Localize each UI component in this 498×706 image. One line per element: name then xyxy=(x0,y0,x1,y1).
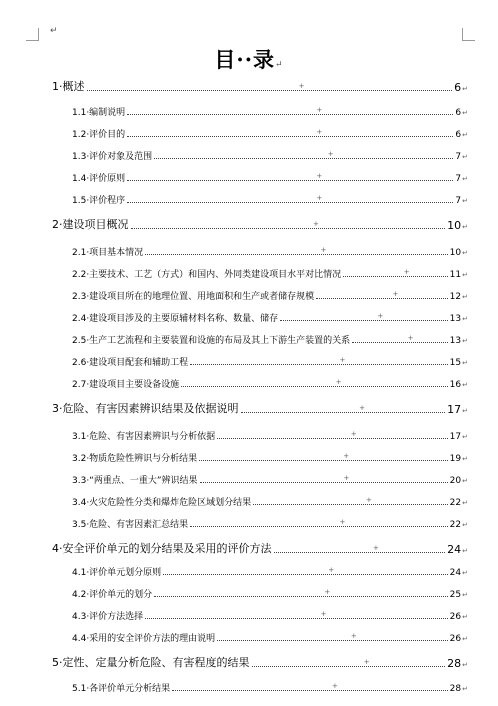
toc-page-number: 28 ↵ xyxy=(450,684,468,694)
toc-page-number: 6 ↵ xyxy=(455,130,468,140)
anchor-mark-icon: + xyxy=(331,682,338,690)
toc-entry-label: 3.4·火灾危险性分类和爆炸危险区域划分结果 xyxy=(72,498,252,508)
toc-section-entry[interactable] xyxy=(72,494,468,508)
toc-section-entry[interactable] xyxy=(72,244,468,258)
toc-entry-label: 4.2·评价单元的划分 xyxy=(72,590,153,600)
anchor-mark-icon: + xyxy=(365,496,372,504)
toc-page-number: 13 ↵ xyxy=(450,336,468,346)
toc-entry-label: 1.5·评价程序 xyxy=(72,196,126,206)
toc-entry-label: 3.1·危险、有害因素辨识与分析依据 xyxy=(72,432,216,442)
toc-leader-dots xyxy=(172,682,447,691)
toc-leader-dots xyxy=(252,658,446,667)
toc-leader-dots xyxy=(352,334,447,343)
toc-leader-dots xyxy=(163,566,447,575)
toc-section-entry[interactable] xyxy=(72,192,468,206)
toc-entry-label: 3.3·“两重点、一重大”辨识结果 xyxy=(72,476,198,486)
anchor-mark-icon: + xyxy=(320,610,327,618)
toc-entry-label: 3.5·危险、有害因素汇总结果 xyxy=(72,520,189,530)
toc-page-number: 10 ↵ xyxy=(450,248,468,258)
toc-leader-dots xyxy=(154,588,447,597)
toc-section-entry[interactable] xyxy=(72,332,468,346)
toc-entry-label: 1.3·评价对象及范围 xyxy=(72,152,153,162)
toc-section-entry[interactable] xyxy=(72,170,468,184)
toc-section-entry[interactable] xyxy=(72,516,468,530)
anchor-mark-icon: + xyxy=(328,566,335,574)
anchor-mark-icon: + xyxy=(339,356,346,364)
paragraph-mark-icon: ↵ xyxy=(50,26,58,36)
anchor-mark-icon: + xyxy=(343,452,350,460)
toc-section-entry[interactable] xyxy=(72,564,468,578)
toc-entry-label: 2·建设项目概况 xyxy=(52,218,129,231)
toc-page-number: 22 ↵ xyxy=(450,520,468,530)
toc-chapter-entry[interactable] xyxy=(52,218,468,232)
toc-entry-label: 1.4·评价原则 xyxy=(72,174,126,184)
toc-entry-label: 3·危险、有害因素辨识结果及依据说明 xyxy=(52,402,239,415)
toc-section-entry[interactable] xyxy=(72,376,468,390)
toc-entry-label: 4.4·采用的安全评价方法的理由说明 xyxy=(72,634,216,644)
toc-leader-dots xyxy=(181,378,447,387)
toc-leader-dots xyxy=(145,610,447,619)
toc-page-number: 28 ↵ xyxy=(447,657,468,670)
toc-page-number: 26 ↵ xyxy=(450,612,468,622)
toc-leader-dots xyxy=(316,290,447,299)
anchor-mark-icon: + xyxy=(298,82,305,90)
toc-entry-label: 2.7·建设项目主要设备设施 xyxy=(72,380,180,390)
toc-leader-dots xyxy=(190,356,447,365)
toc-leader-dots xyxy=(127,194,453,203)
toc-entry-label: 4.3·评价方法选择 xyxy=(72,612,144,622)
toc-section-entry[interactable] xyxy=(72,354,468,368)
toc-page-number: 25 ↵ xyxy=(450,590,468,600)
toc-page-number: 16 ↵ xyxy=(450,380,468,390)
toc-entry-label: 4·安全评价单元的划分结果及采用的评价方法 xyxy=(52,542,272,555)
toc-entry-label: 2.3·建设项目所在的地理位置、用地面积和生产或者储存规模 xyxy=(72,292,315,302)
anchor-mark-icon: + xyxy=(350,430,357,438)
toc-entry-label: 2.2·主要技术、工艺（方式）和国内、外同类建设项目水平对比情况 xyxy=(72,270,342,280)
toc-leader-dots xyxy=(127,128,453,137)
anchor-mark-icon: + xyxy=(343,474,350,482)
toc-page-number: 24 ↵ xyxy=(447,543,468,556)
toc-leader-dots xyxy=(253,496,447,505)
anchor-mark-icon: + xyxy=(316,128,323,136)
toc-section-entry[interactable] xyxy=(72,586,468,600)
toc-entry-label: 2.5·生产工艺流程和主要装置和设施的布局及其上下游生产装置的关系 xyxy=(72,336,351,346)
toc-page-number: 26 ↵ xyxy=(450,634,468,644)
anchor-mark-icon: + xyxy=(339,518,346,526)
anchor-mark-icon: + xyxy=(373,544,379,552)
toc-page-number: 20 ↵ xyxy=(450,476,468,486)
toc-page-number: 15 ↵ xyxy=(450,358,468,368)
toc-section-entry[interactable] xyxy=(72,428,468,442)
toc-leader-dots xyxy=(217,632,447,641)
toc-page-number: 13 ↵ xyxy=(450,314,468,324)
toc-entry-label: 2.1·项目基本情况 xyxy=(72,248,144,258)
toc-section-entry[interactable] xyxy=(72,680,468,694)
toc-entry-label: 2.6·建设项目配套和辅助工程 xyxy=(72,358,189,368)
toc-leader-dots xyxy=(87,82,453,91)
toc-page-number: 7 ↵ xyxy=(455,196,468,206)
toc-leader-dots xyxy=(343,268,447,277)
toc-section-entry[interactable] xyxy=(72,472,468,486)
anchor-mark-icon: + xyxy=(316,194,323,202)
toc-section-entry[interactable] xyxy=(72,288,468,302)
toc-page-number: 17 ↵ xyxy=(450,432,468,442)
toc-section-entry[interactable] xyxy=(72,608,468,622)
toc-entry-label: 1·概述 xyxy=(52,80,85,93)
anchor-mark-icon: + xyxy=(320,246,327,254)
toc-page-number: 22 ↵ xyxy=(450,498,468,508)
toc-entry-label: 2.4·建设项目涉及的主要原辅材料名称、数量、储存 xyxy=(72,314,279,324)
toc-chapter-entry[interactable] xyxy=(52,542,468,556)
anchor-mark-icon: + xyxy=(403,268,410,276)
anchor-mark-icon: + xyxy=(407,334,414,342)
toc-page-number: 11 ↵ xyxy=(450,270,468,280)
toc-page-number: 19 ↵ xyxy=(450,454,468,464)
toc-leader-dots xyxy=(145,246,447,255)
toc-leader-dots xyxy=(280,312,447,321)
toc-entry-label: 5·定性、定量分析危险、有害程度的结果 xyxy=(52,656,250,669)
toc-leader-dots xyxy=(131,220,446,229)
anchor-mark-icon: + xyxy=(363,658,370,666)
toc-page-number: 24 ↵ xyxy=(450,568,468,578)
toc-leader-dots xyxy=(154,150,453,159)
toc-entry-label: 4.1·评价单元划分原则 xyxy=(72,568,162,578)
toc-page-number: 7 ↵ xyxy=(455,152,468,162)
paragraph-mark-icon: ↵ xyxy=(275,60,284,70)
toc-page-number: 12 ↵ xyxy=(450,292,468,302)
toc-leader-dots xyxy=(217,430,447,439)
toc-entry-label: 3.2·物质危险性辨识与分析结果 xyxy=(72,454,198,464)
anchor-mark-icon: + xyxy=(324,588,331,596)
toc-leader-dots xyxy=(274,544,446,553)
anchor-mark-icon: + xyxy=(312,220,319,228)
toc-page-number: 7 ↵ xyxy=(455,174,468,184)
anchor-mark-icon: + xyxy=(392,290,399,298)
toc-section-entry[interactable] xyxy=(72,450,468,464)
toc-leader-dots xyxy=(190,518,447,527)
toc-leader-dots xyxy=(241,404,446,413)
toc-entry-label: 5.1·各评价单元分析结果 xyxy=(72,684,171,694)
anchor-mark-icon: + xyxy=(316,106,323,114)
toc-leader-dots xyxy=(199,452,447,461)
toc-entry-label: 1.2·评价目的 xyxy=(72,130,126,140)
toc-entry-label: 1.1·编制说明 xyxy=(72,108,126,118)
toc-chapter-entry[interactable] xyxy=(52,656,468,670)
toc-leader-dots xyxy=(127,172,453,181)
anchor-mark-icon: + xyxy=(335,378,342,386)
anchor-mark-icon: + xyxy=(377,312,384,320)
anchor-mark-icon: + xyxy=(359,404,366,412)
toc-section-entry[interactable] xyxy=(72,126,468,140)
toc-section-entry[interactable] xyxy=(72,148,468,162)
toc-chapter-entry[interactable] xyxy=(52,80,468,94)
toc-leader-dots xyxy=(127,106,453,115)
toc-page-number: 6 ↵ xyxy=(454,81,468,94)
toc-page-number: 10 ↵ xyxy=(447,219,468,232)
toc-chapter-entry[interactable] xyxy=(52,402,468,416)
toc-section-entry[interactable] xyxy=(72,266,468,280)
toc-section-entry[interactable] xyxy=(72,630,468,644)
toc-leader-dots xyxy=(200,474,448,483)
toc-page-number: 17 ↵ xyxy=(447,403,468,416)
anchor-mark-icon: + xyxy=(350,632,357,640)
toc-title-text: 目··录 xyxy=(214,47,276,72)
anchor-mark-icon: + xyxy=(327,150,334,158)
anchor-mark-icon: + xyxy=(316,172,323,180)
toc-section-entry[interactable] xyxy=(72,310,468,324)
toc-page-number: 6 ↵ xyxy=(455,108,468,118)
toc-section-entry[interactable] xyxy=(72,104,468,118)
